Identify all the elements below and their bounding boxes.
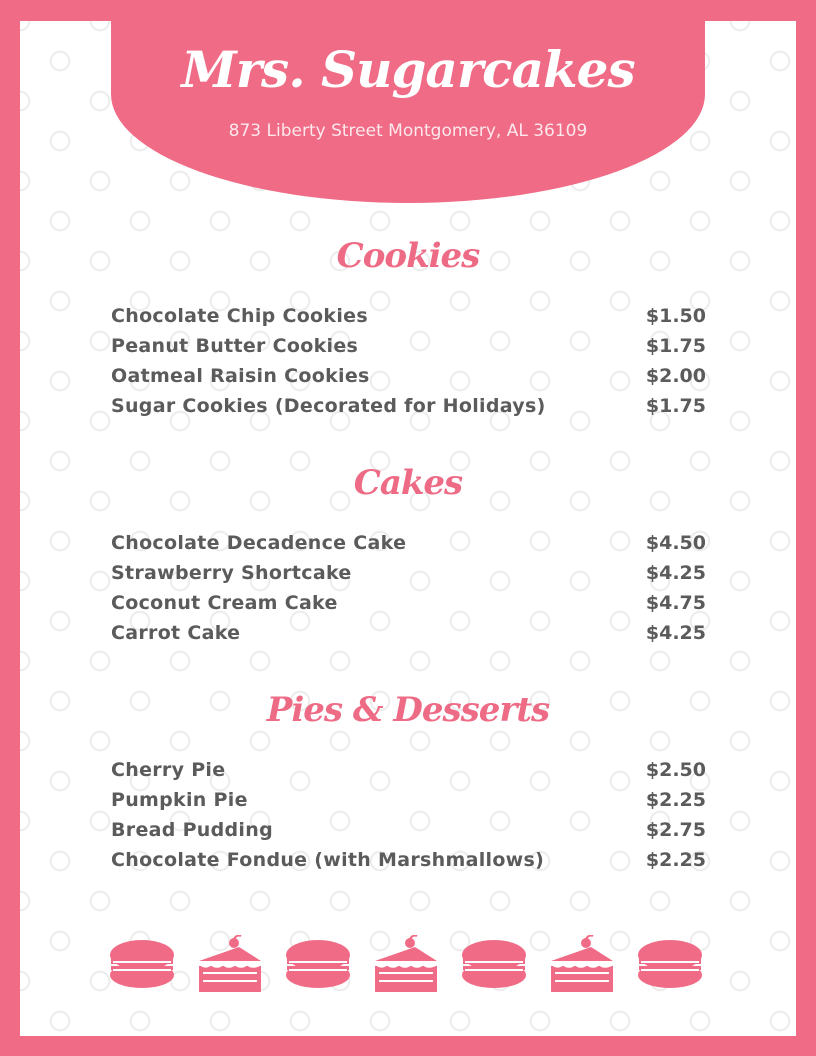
item-name: Pumpkin Pie — [111, 789, 248, 811]
cake-slice-icon — [373, 935, 439, 995]
item-price: $4.50 — [645, 532, 706, 554]
menu-item — [111, 759, 706, 789]
item-name: Chocolate Chip Cookies — [111, 305, 368, 327]
item-price: $2.50 — [645, 759, 706, 781]
section-title-cakes: Cakes — [353, 463, 463, 503]
item-name: Chocolate Fondue (with Marshmallows) — [111, 849, 545, 871]
macaron-icon — [461, 935, 527, 995]
item-name: Oatmeal Raisin Cookies — [111, 365, 370, 387]
shop-name: Mrs. Sugarcakes — [181, 40, 635, 99]
menu-item — [111, 849, 706, 879]
item-name: Coconut Cream Cake — [111, 592, 338, 614]
item-price: $4.25 — [645, 562, 706, 584]
section-title-cookies: Cookies — [336, 236, 480, 276]
item-price: $2.25 — [645, 849, 706, 871]
menu-list-pies-desserts — [111, 759, 706, 879]
item-name: Carrot Cake — [111, 622, 241, 644]
item-price: $1.50 — [645, 305, 706, 327]
menu-list-cakes — [111, 532, 706, 652]
macaron-icon — [285, 935, 351, 995]
item-name: Strawberry Shortcake — [111, 562, 352, 584]
item-name: Peanut Butter Cookies — [111, 335, 359, 357]
shop-address: 873 Liberty Street Montgomery, AL 36109 — [228, 121, 588, 141]
item-name: Cherry Pie — [111, 759, 226, 781]
item-price: $4.75 — [645, 592, 706, 614]
item-price: $2.25 — [645, 789, 706, 811]
menu-item — [111, 789, 706, 819]
menu-item — [111, 335, 706, 365]
menu-item — [111, 365, 706, 395]
menu-item — [111, 532, 706, 562]
menu-item — [111, 305, 706, 335]
section-title-pies-desserts: Pies & Desserts — [266, 690, 550, 730]
macaron-icon — [109, 935, 175, 995]
item-price: $2.75 — [645, 819, 706, 841]
item-name: Bread Pudding — [111, 819, 273, 841]
menu-item — [111, 592, 706, 622]
menu-list-cookies — [111, 305, 706, 425]
menu-item — [111, 395, 706, 425]
dessert-icon-row — [109, 935, 709, 997]
menu-item — [111, 562, 706, 592]
menu-item — [111, 622, 706, 652]
cake-slice-icon — [197, 935, 263, 995]
item-name: Sugar Cookies (Decorated for Holidays) — [111, 395, 546, 417]
item-price: $1.75 — [645, 335, 706, 357]
macaron-icon — [637, 935, 703, 995]
item-price: $2.00 — [645, 365, 706, 387]
item-price: $1.75 — [645, 395, 706, 417]
menu-item — [111, 819, 706, 849]
cake-slice-icon — [549, 935, 615, 995]
item-name: Chocolate Decadence Cake — [111, 532, 407, 554]
item-price: $4.25 — [645, 622, 706, 644]
